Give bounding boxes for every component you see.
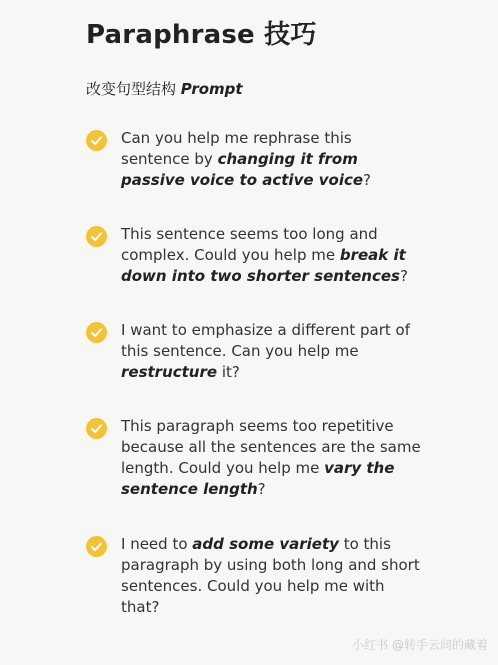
page-title: Paraphrase 技巧 xyxy=(86,20,317,50)
prompt-text-part: ? xyxy=(363,171,371,189)
check-circle-icon xyxy=(86,130,107,151)
check-circle-icon xyxy=(86,226,107,247)
prompt-emphasis: changing it from passive voice to active voice xyxy=(121,150,364,189)
prompt-emphasis: vary the sentence length xyxy=(121,459,395,498)
prompt-text xyxy=(121,128,421,191)
prompt-text xyxy=(121,224,421,287)
check-circle-icon xyxy=(86,536,107,557)
prompt-text-part: it? xyxy=(217,363,240,381)
prompt-text-part: ? xyxy=(399,267,408,285)
prompt-emphasis: add some variety xyxy=(192,535,339,553)
prompt-text-part: This sentence seems too long and complex. Could you help me xyxy=(121,225,378,264)
prompt-text-part: Can you help me rephrase this sentence by xyxy=(121,129,352,168)
section-subtitle xyxy=(86,78,243,99)
watermark: 小红书 @转手云间的藏着 xyxy=(352,638,488,652)
check-circle-icon xyxy=(86,322,107,343)
prompt-text-part: I want to emphasize a different part of this sentence. Can you help me xyxy=(121,321,410,360)
prompt-emphasis: restructure xyxy=(121,363,218,381)
check-circle-icon xyxy=(86,418,107,439)
prompt-emphasis: break it down into two shorter sentences xyxy=(121,246,406,285)
prompt-text-part: ? xyxy=(257,480,266,498)
subtitle-label: 改变句型结构 xyxy=(86,80,181,98)
prompt-text-part: This paragraph seems too repetitive because all the sentences are the same length. Could you help me xyxy=(121,417,421,477)
prompt-text xyxy=(121,416,421,500)
prompt-text-part: I need to xyxy=(121,535,193,553)
prompt-text xyxy=(121,320,421,383)
subtitle-emphasis: Prompt xyxy=(180,80,243,98)
prompt-text-part: to this paragraph by using both long and short sentences. Could you help me with that? xyxy=(121,535,420,616)
prompt-text xyxy=(121,534,421,618)
